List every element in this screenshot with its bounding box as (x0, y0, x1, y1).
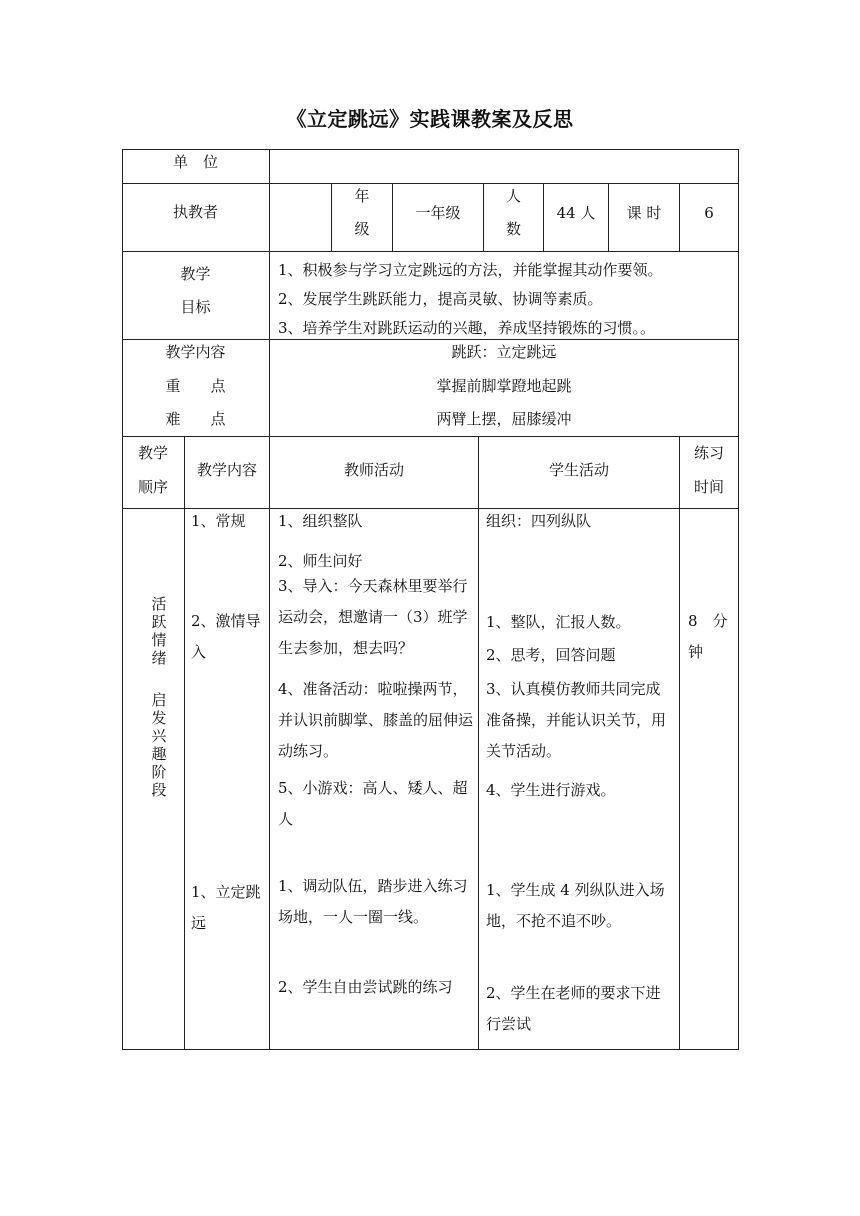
content-item-routine: 1、常规 (191, 512, 246, 530)
header-content: 教学内容 (196, 461, 257, 479)
student-activity-line: 2、学生在老师的要求下进行尝试 (486, 984, 661, 1033)
teacher-activity-line: 1、组织整队 (278, 512, 363, 530)
period-value: 6 (704, 204, 714, 222)
student-activity-line: 2、思考，回答问题 (486, 646, 616, 664)
content-value: 跳跃：立定跳远 (451, 343, 557, 361)
student-activity-line: 1、整队，汇报人数。 (486, 613, 631, 631)
difficult-point-value: 两臂上摆，屈膝缓冲 (436, 410, 572, 428)
teacher-activity-line: 2、师生问好 (278, 552, 363, 570)
header-order-bottom: 顺序 (137, 478, 168, 496)
content-item-intro: 2、激情导入 (191, 612, 261, 661)
teacher-activity-line: 2、学生自由尝试跳的练习 (278, 978, 453, 996)
content-item-standing-jump: 1、立定跳远 (191, 883, 261, 932)
content-label: 教学内容 (165, 343, 226, 361)
page-title: 《立定跳远》实践课教案及反思 (286, 107, 574, 131)
key-point-value: 掌握前脚掌蹬地起跳 (436, 377, 572, 395)
stage-name-part2: 启发兴趣阶段 (151, 691, 167, 799)
people-label-top: 人 (505, 187, 521, 205)
unit-label: 单 位 (172, 153, 218, 171)
teacher-activity-line: 3、导入：今天森林里要举行运动会，想邀请一（3）班学生去参加，想去吗？ (278, 577, 468, 657)
teacher-activity-line: 5、小游戏：高人、矮人、超人 (278, 779, 468, 828)
goals-label-top: 教学 (180, 265, 211, 283)
stage-name-part1: 活跃情绪 (151, 595, 167, 667)
goal-item: 1、积极参与学习立定跳远的方法，并能掌握其动作要领。 (278, 261, 663, 279)
header-teacher-activity: 教师活动 (343, 461, 404, 479)
student-activity-line: 组织：四列纵队 (486, 512, 592, 530)
practice-time: 8 分钟 (688, 612, 728, 661)
header-time-top: 练习 (693, 444, 724, 462)
period-label: 课 时 (626, 204, 662, 222)
difficult-point-label: 难 点 (165, 410, 226, 428)
grade-label-bottom: 级 (354, 220, 370, 238)
header-order-top: 教学 (137, 444, 168, 462)
header-time-bottom: 时间 (693, 478, 724, 496)
student-activity-line: 3、认真模仿教师共同完成准备操，并能认识关节，用关节活动。 (486, 680, 667, 760)
student-activity-line: 4、学生进行游戏。 (486, 781, 616, 799)
goals-label-bottom: 目标 (180, 298, 211, 316)
grade-label-top: 年 (354, 187, 370, 205)
people-value: 44 人 (556, 204, 596, 222)
goal-item: 2、发展学生跳跃能力，提高灵敏、协调等素质。 (278, 290, 603, 308)
student-activity-line: 1、学生成 4 列纵队进入场地，不抢不追不吵。 (486, 881, 665, 930)
goal-item: 3、培养学生对跳跃运动的兴趣，养成坚持锻炼的习惯。。 (278, 319, 656, 337)
teacher-activity-line: 4、准备活动：啦啦操两节，并认识前脚掌、膝盖的屈伸运动练习。 (278, 680, 474, 760)
key-point-label: 重 点 (165, 377, 226, 395)
teacher-label: 执教者 (172, 203, 218, 221)
people-label-bottom: 数 (505, 220, 521, 238)
teacher-activity-line: 1、调动队伍，踏步进入练习场地，一人一圈一线。 (278, 877, 468, 926)
grade-value: 一年级 (415, 204, 461, 222)
header-student-activity: 学生活动 (548, 461, 609, 479)
